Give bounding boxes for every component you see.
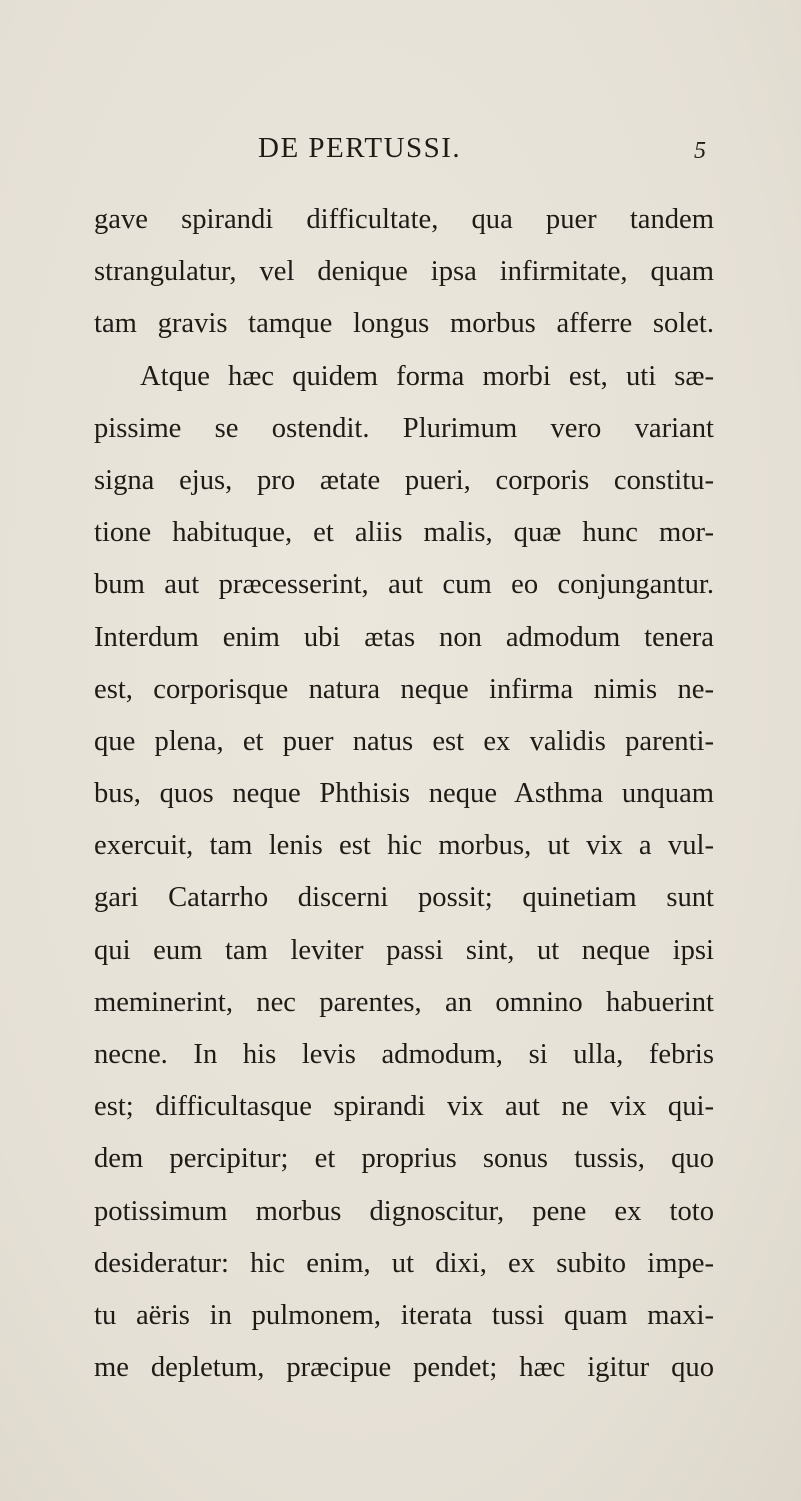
text-line: potissimum morbus dignoscitur, pene ex toto [94, 1195, 714, 1227]
text-line: bus, quos neque Phthisis neque Asthma unquam [94, 778, 714, 810]
text-line: gari Catarrho discerni possit; quinetiam sunt [94, 882, 714, 914]
text-line: exercuit, tam lenis est hic morbus, ut vix a vul- [94, 830, 714, 862]
text-line: est; difficultasque spirandi vix aut ne vix qui- [94, 1091, 714, 1123]
text-line: tam gravis tamque longus morbus afferre solet. [94, 308, 714, 340]
text-line: meminerint, nec parentes, an omnino habuerint [94, 986, 714, 1018]
text-line: est, corporisque natura neque infirma nimis ne- [94, 673, 714, 705]
body-text [94, 194, 714, 1394]
text-line: gave spirandi difficultate, qua puer tandem [94, 204, 714, 235]
page-number: 5 [694, 138, 706, 164]
text-line: tione habituque, et aliis malis, quæ hunc mor- [94, 517, 714, 549]
text-line: tu aëris in pulmonem, iterata tussi quam maxi- [94, 1299, 714, 1331]
text-line: necne. In his levis admodum, si ulla, febris [94, 1039, 714, 1070]
text-line: bum aut præcesserint, aut cum eo conjungantur. [94, 569, 714, 601]
running-head: DE PERTUSSI. [258, 132, 462, 164]
text-line: signa ejus, pro ætate pueri, corporis constitu- [94, 464, 714, 496]
text-line: me depletum, præcipue pendet; hæc igitur quo [94, 1352, 714, 1384]
text-line: Interdum enim ubi ætas non admodum tenera [94, 621, 714, 653]
text-line: qui eum tam leviter passi sint, ut neque ipsi [94, 934, 714, 966]
page-header [0, 128, 801, 168]
text-line: que plena, et puer natus est ex validis parenti- [94, 725, 714, 757]
text-line: strangulatur, vel denique ipsa infirmitate, quam [94, 256, 714, 288]
text-line: pissime se ostendit. Plurimum vero variant [94, 412, 714, 444]
text-line-paragraph-start: Atque hæc quidem forma morbi est, uti sæ- [140, 360, 714, 392]
text-line: dem percipitur; et proprius sonus tussis, quo [94, 1143, 714, 1175]
text-line: desideratur: hic enim, ut dixi, ex subito impe- [94, 1247, 714, 1279]
